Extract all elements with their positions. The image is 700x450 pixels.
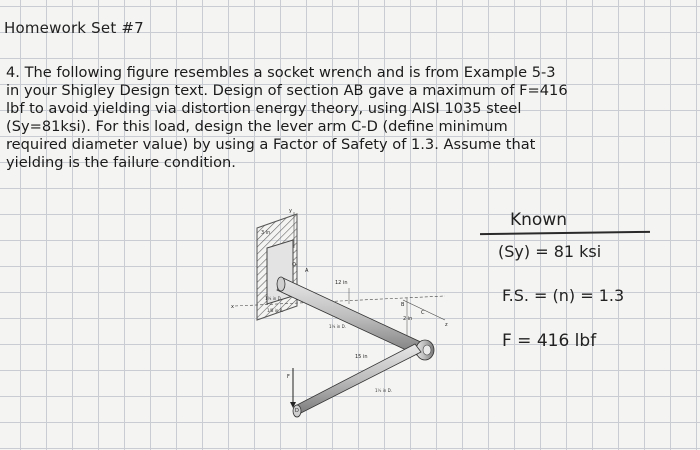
point-a-label: A (305, 268, 309, 274)
dim-bottom-label: 1½ in D. (375, 388, 392, 393)
problem-line: 4. The following figure resembles a socket wrench and is from Example 5-3 (6, 64, 556, 81)
point-c-label: C (421, 310, 425, 316)
y-axis-label: y (289, 208, 292, 214)
dim-2in-label: 2 in (403, 316, 413, 322)
wall-dim-label: 3 in (261, 230, 271, 236)
socket-wrench-figure (225, 208, 455, 438)
point-d-label: D (295, 408, 299, 414)
homework-title: Homework Set #7 (4, 19, 144, 37)
force-note: F = 416 lbf (502, 331, 597, 351)
dim-lower-label: 1¼ in D. (329, 324, 346, 329)
force-label: F (287, 374, 290, 380)
known-notes (470, 206, 700, 376)
problem-line: lbf to avoid yielding via distortion energy theory, using AISI 1035 steel (6, 100, 522, 117)
heading-underline (480, 231, 650, 235)
length-ab-label: 12 in (335, 280, 348, 286)
factor-of-safety-note: F.S. = (n) = 1.3 (502, 286, 625, 305)
length-cd-label: 15 in (355, 354, 368, 360)
known-heading: Known (510, 210, 568, 230)
problem-line: in your Shigley Design text. Design of section AB gave a maximum of F=416 (6, 82, 568, 99)
dim-left-label: 1¼ in D. (265, 296, 282, 301)
point-b-label: B (401, 302, 405, 308)
dim-left2-label: 1/8 in R. (267, 308, 284, 313)
problem-statement (6, 64, 696, 172)
z-axis-label: z (445, 322, 448, 328)
problem-line: yielding is the failure condition. (6, 154, 236, 171)
problem-line: (Sy=81ksi). For this load, design the lever arm C-D (define minimum (6, 118, 508, 135)
problem-line: required diameter value) by using a Factor of Safety of 1.3. Assume that (6, 136, 536, 153)
x-axis-label: x (231, 304, 234, 310)
point-o-label: O (292, 262, 296, 268)
yield-strength-note: (Sy) = 81 ksi (498, 242, 602, 261)
